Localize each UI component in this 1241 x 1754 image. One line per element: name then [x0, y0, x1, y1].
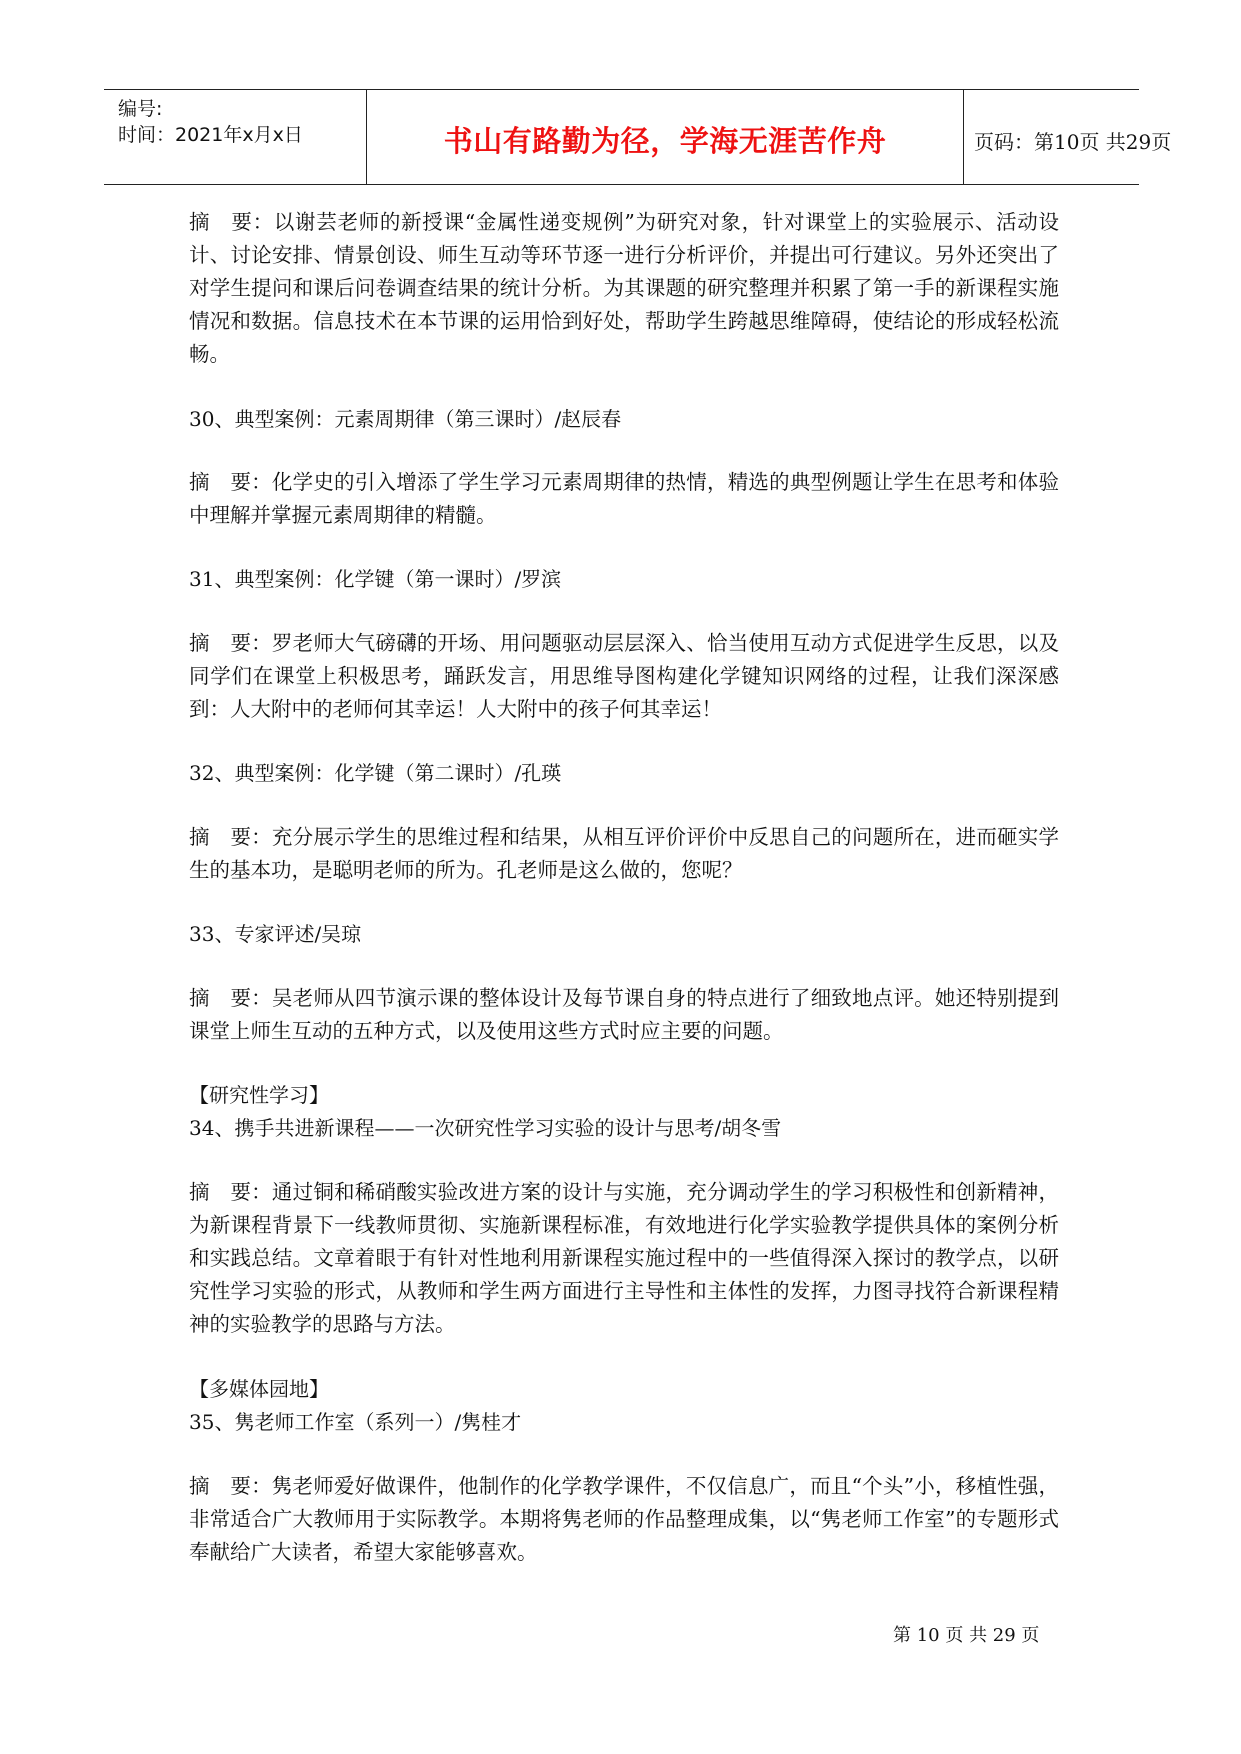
abstract-paragraph: 摘 要：吴老师从四节演示课的整体设计及每节课自身的特点进行了细致地点评。她还特别提到课堂上师生互动的五种方式，以及使用这些方式时应主要的问题。 — [189, 986, 1059, 1043]
motto-text: 书山有路勤为径，学海无涯苦作舟 — [443, 124, 887, 158]
page-footer-number: 第 10 页 共 29 页 — [893, 1625, 1040, 1646]
abstract-paragraph: 摘 要：罗老师大气磅礴的开场、用问题驱动层层深入、恰当使用互动方式促进学生反思，以及同学们在课堂上积极思考，踊跃发言，用思维导图构建化学键知识网络的过程，让我们深深感到：人大附中的老师何其幸运！人大附中的孩子何其幸运！ — [189, 631, 1059, 721]
abstract-paragraph: 摘 要：以谢芸老师的新授课“金属性递变规例”为研究对象，针对课堂上的实验展示、活动设计、讨论安排、情景创设、师生互动等环节逐一进行分析评价，并提出可行建议。另外还突出了对学生提问和课后问卷调查结果的统计分析。为其课题的研究整理并积累了第一手的新课程实施情况和数据。信息技术在本节课的运用恰到好处，帮助学生跨越思维障碍，使结论的形成轻松流畅。 — [189, 210, 1059, 366]
header-motto-cell — [367, 90, 964, 184]
section-heading: 【研究性学习】 — [189, 1083, 329, 1107]
document-body — [189, 206, 1059, 1569]
header-info-cell — [104, 90, 367, 184]
article-entry: 35、隽老师工作室（系列一）/隽桂才 — [189, 1410, 522, 1434]
header-page-cell — [964, 90, 1172, 184]
article-entry: 34、携手共进新课程——一次研究性学习实验的设计与思考/胡冬雪 — [189, 1116, 782, 1140]
abstract-paragraph: 摘 要：化学史的引入增添了学生学习元素周期律的热情，精选的典型例题让学生在思考和体验中理解并掌握元素周期律的精髓。 — [189, 470, 1059, 527]
abstract-paragraph: 摘 要：隽老师爱好做课件，他制作的化学教学课件，不仅信息广，而且“个头”小，移植性强，非常适合广大教师用于实际教学。本期将隽老师的作品整理成集，以“隽老师工作室”的专题形式奉献给广大读者，希望大家能够喜欢。 — [189, 1474, 1059, 1564]
article-entry: 33、专家评述/吴琼 — [189, 922, 362, 946]
document-time-label: 时间：2021年x月x日 — [118, 124, 303, 146]
abstract-paragraph: 摘 要：充分展示学生的思维过程和结果，从相互评价评价中反思自己的问题所在，进而砸实学生的基本功，是聪明老师的所为。孔老师是这么做的，您呢？ — [189, 825, 1059, 882]
section-heading: 【多媒体园地】 — [189, 1377, 329, 1401]
abstract-paragraph: 摘 要：通过铜和稀硝酸实验改进方案的设计与实施，充分调动学生的学习积极性和创新精神，为新课程背景下一线教师贯彻、实施新课程标准，有效地进行化学实验教学提供具体的案例分析和实践总结。文章着眼于有针对性地利用新课程实施过程中的一些值得深入探讨的教学点，以研究性学习实验的形式，从教师和学生两方面进行主导性和主体性的发挥，力图寻找符合新课程精神的实验教学的思路与方法。 — [189, 1180, 1059, 1336]
article-entry: 31、典型案例：化学键（第一课时）/罗滨 — [189, 567, 562, 591]
header-page-code: 页码：第10页 共29页 — [974, 130, 1172, 154]
article-entry: 30、典型案例：元素周期律（第三课时）/赵辰春 — [189, 407, 622, 431]
article-entry: 32、典型案例：化学键（第二课时）/孔瑛 — [189, 761, 562, 785]
page-header — [104, 89, 1172, 185]
document-number-label: 编号: — [118, 98, 163, 120]
